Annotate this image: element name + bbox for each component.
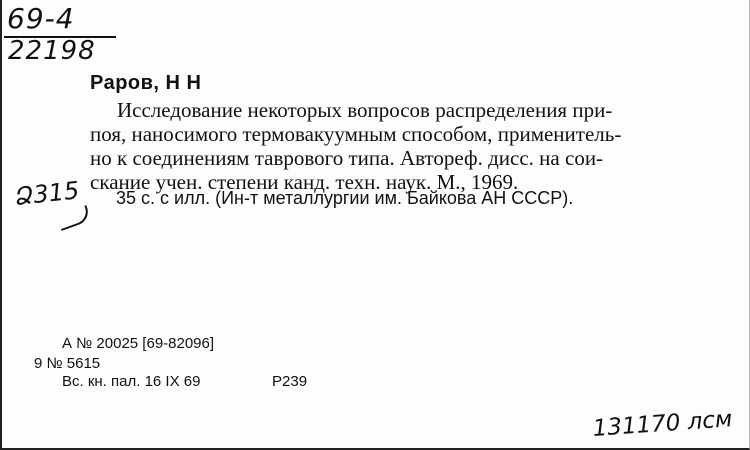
handwritten-record-number: 22198 bbox=[8, 36, 96, 66]
entry-title-line-1: Исследование некоторых вопросов распределения при- bbox=[117, 98, 613, 122]
entry-title-line-2: поя, наносимого термовакуумным способом, применитель- bbox=[90, 122, 622, 146]
accession-book-chamber-line: Вс. кн. пал. 16 IX 69 bbox=[62, 373, 201, 390]
entry-author: Раров, Н Н bbox=[90, 72, 202, 94]
entry-title-line-3: но к соединениям таврового типа. Автореф. дисс. на сои- bbox=[90, 146, 604, 170]
entry-extent: 35 с. с илл. (Ин-т металлургии им. Байкова АН СССР). bbox=[116, 188, 574, 208]
accession-nine-number: 9 № 5615 bbox=[34, 355, 101, 372]
handwritten-margin-mark: Ձ315 bbox=[13, 176, 81, 211]
margin-mark-hook bbox=[56, 205, 92, 231]
handwritten-call-number: 69-4 bbox=[7, 2, 75, 35]
accession-a-number: А № 20025 [69-82096] bbox=[62, 335, 215, 352]
entry-title-line-4: скание учен. степени канд. техн. наук. М., 1969. bbox=[90, 170, 519, 194]
handwritten-stamp-number: 131170 лсм bbox=[591, 406, 734, 442]
accession-book-chamber-code: Р239 bbox=[272, 373, 308, 390]
